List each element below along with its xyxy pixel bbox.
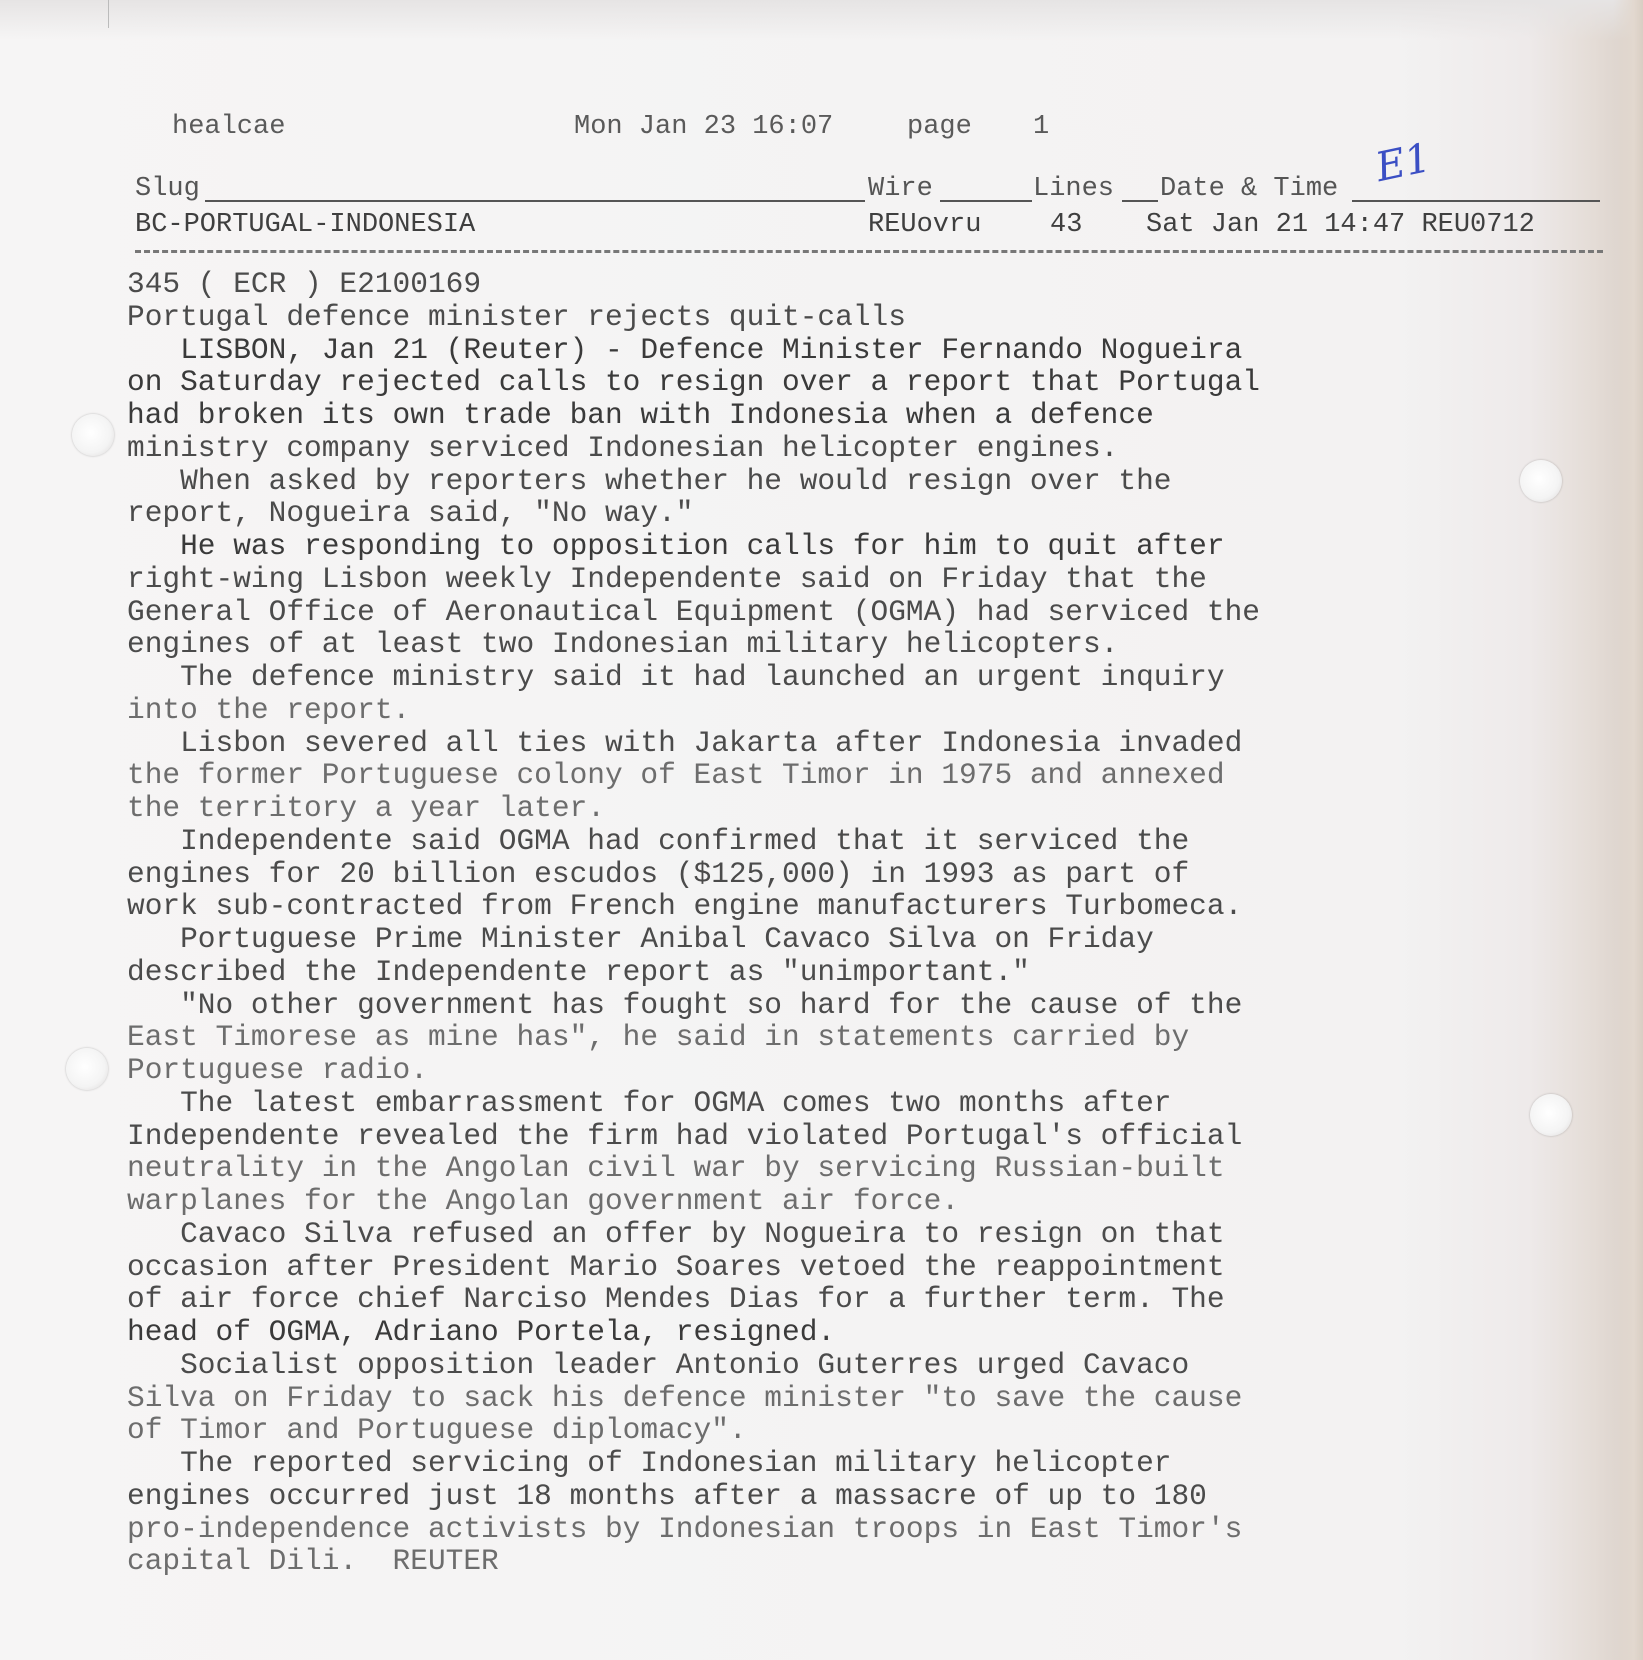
article-line: The defence ministry said it had launched an urgent inquiry <box>127 660 1225 694</box>
article-line: of air force chief Narciso Mendes Dias for a further term. The <box>127 1282 1225 1317</box>
article-line: The reported servicing of Indonesian military helicopter <box>127 1446 1172 1480</box>
binder-hole <box>1530 1094 1572 1136</box>
article-line: LISBON, Jan 21 (Reuter) - Defence Minister Fernando Nogueira <box>127 332 1243 367</box>
article-line: occasion after President Mario Soares vetoed the reappointment <box>127 1249 1225 1284</box>
article-line: work sub-contracted from French engine manufacturers Turbomeca. <box>127 889 1243 924</box>
slug-underline <box>205 200 865 202</box>
article-line: engines of at least two Indonesian military helicopters. <box>127 627 1119 662</box>
scan-shadow <box>0 0 1643 40</box>
article-line: When asked by reporters whether he would resign over the <box>127 463 1172 498</box>
article-line: had broken its own trade ban with Indonesia when a defence <box>127 398 1154 432</box>
article-line: Independente revealed the firm had violated Portugal's official <box>127 1118 1243 1153</box>
header-page-label: page <box>907 112 972 142</box>
datetime-label: Date & Time <box>1160 174 1339 204</box>
wire-label: Wire <box>868 174 933 204</box>
wire-underline <box>940 200 1032 202</box>
binder-hole <box>66 1048 108 1090</box>
lines-value: 43 <box>1050 210 1083 240</box>
article-line: Portuguese Prime Minister Anibal Cavaco Silva on Friday <box>127 922 1154 956</box>
slug-value: BC-PORTUGAL-INDONESIA <box>135 210 476 240</box>
article-line: right-wing Lisbon weekly Independente said on Friday that the <box>127 561 1207 596</box>
article-line: warplanes for the Angolan government air force. <box>127 1184 960 1218</box>
article-headline: Portugal defence minister rejects quit-calls <box>127 299 906 334</box>
lines-underline <box>1122 200 1158 202</box>
header-datetime: Mon Jan 23 16:07 <box>574 112 834 142</box>
article-line: neutrality in the Angolan civil war by servicing Russian-built <box>127 1151 1225 1186</box>
article-line: General Office of Aeronautical Equipment (OGMA) had serviced the <box>127 594 1260 629</box>
article-line: capital Dili. REUTER <box>127 1544 499 1579</box>
scan-mark <box>108 0 109 28</box>
slug-label: Slug <box>135 174 200 204</box>
article-line: ministry company serviced Indonesian helicopter engines. <box>127 430 1119 465</box>
separator-rule <box>135 250 1603 253</box>
article-body <box>127 268 1547 1578</box>
wire-value: REUovru <box>868 210 982 240</box>
article-line: 345 ( ECR ) E2100169 <box>127 267 482 301</box>
article-line: into the report. <box>127 692 411 727</box>
handwritten-note: E1 <box>1371 134 1435 192</box>
article-line: Socialist opposition leader Antonio Guterres urged Cavaco <box>127 1347 1190 1382</box>
article-line: the territory a year later. <box>127 791 605 825</box>
article-line: of Timor and Portuguese diplomacy". <box>127 1413 747 1448</box>
binder-hole <box>72 414 114 456</box>
article-line: Cavaco Silva refused an offer by Nogueira to resign on that <box>127 1216 1225 1251</box>
lines-label: Lines <box>1033 174 1115 204</box>
datetime-value: Sat Jan 21 14:47 REU0712 <box>1146 210 1535 240</box>
article-line: "No other government has fought so hard for the cause of the <box>127 987 1243 1022</box>
article-line: The latest embarrassment for OGMA comes two months after <box>127 1085 1172 1120</box>
article-line: head of OGMA, Adriano Portela, resigned. <box>127 1315 836 1349</box>
article-line: Portuguese radio. <box>127 1053 428 1087</box>
datetime-underline <box>1352 200 1600 202</box>
article-line: engines occurred just 18 months after a massacre of up to 180 <box>127 1478 1207 1513</box>
header-page-number: 1 <box>1033 112 1050 142</box>
binder-hole <box>1520 460 1562 502</box>
article-line: Independente said OGMA had confirmed that it serviced the <box>127 823 1190 858</box>
article-line: East Timorese as mine has", he said in statements carried by <box>127 1020 1190 1055</box>
article-line: on Saturday rejected calls to resign over a report that Portugal <box>127 365 1260 400</box>
article-line: pro-independence activists by Indonesian troops in East Timor's <box>127 1511 1243 1546</box>
article-line: the former Portuguese colony of East Timor in 1975 and annexed <box>127 758 1225 793</box>
article-line: Lisbon severed all ties with Jakarta after Indonesia invaded <box>127 725 1243 760</box>
article-line: report, Nogueira said, "No way." <box>127 496 694 531</box>
header-user: healcae <box>172 112 286 142</box>
article-line: Silva on Friday to sack his defence minister "to save the cause <box>127 1380 1243 1415</box>
paper-edge <box>1613 0 1643 1660</box>
article-line: He was responding to opposition calls for him to quit after <box>127 529 1225 563</box>
article-line: described the Independente report as "unimportant." <box>127 954 1030 989</box>
article-line: engines for 20 billion escudos ($125,000) in 1993 as part of <box>127 856 1190 891</box>
